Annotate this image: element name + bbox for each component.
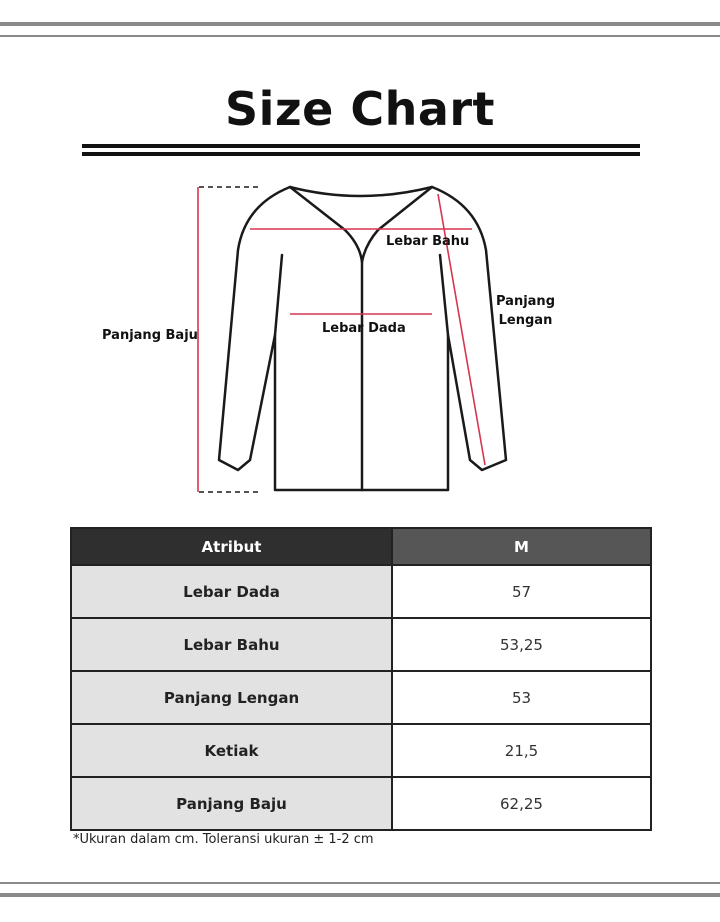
row-attribute: Panjang Lengan	[71, 671, 392, 724]
table-row	[71, 777, 651, 830]
right-sleeve-seam	[440, 255, 448, 335]
table-row	[71, 724, 651, 777]
size-note: *Ukuran dalam cm. Toleransi ukuran ± 1-2 cm	[73, 832, 374, 847]
table-row	[71, 618, 651, 671]
label-panjang-lengan-line2: Lengan	[498, 313, 553, 328]
page-title: Size Chart	[224, 82, 496, 136]
table-row	[71, 671, 651, 724]
size-table	[70, 527, 652, 831]
row-attribute: Panjang Baju	[71, 777, 392, 830]
label-lebar-dada: Lebar Dada	[322, 321, 406, 336]
bottom-frame-line-thin	[0, 882, 720, 884]
row-value: 62,25	[392, 777, 651, 830]
row-value: 53	[392, 671, 651, 724]
table-header-row	[71, 528, 651, 565]
header-atribut: Atribut	[71, 528, 392, 565]
table-row	[71, 565, 651, 618]
label-panjang-baju: Panjang Baju	[102, 328, 198, 343]
header-size-m: M	[392, 528, 651, 565]
left-sleeve-seam	[275, 255, 282, 335]
row-attribute: Lebar Dada	[71, 565, 392, 618]
label-panjang-lengan	[496, 292, 555, 330]
row-attribute: Lebar Bahu	[71, 618, 392, 671]
row-attribute: Ketiak	[71, 724, 392, 777]
label-lebar-bahu: Lebar Bahu	[386, 234, 470, 249]
neckline	[290, 187, 432, 262]
label-panjang-lengan-line1: Panjang	[496, 294, 555, 309]
row-value: 53,25	[392, 618, 651, 671]
row-value: 57	[392, 565, 651, 618]
row-value: 21,5	[392, 724, 651, 777]
bottom-frame-line	[0, 893, 720, 897]
